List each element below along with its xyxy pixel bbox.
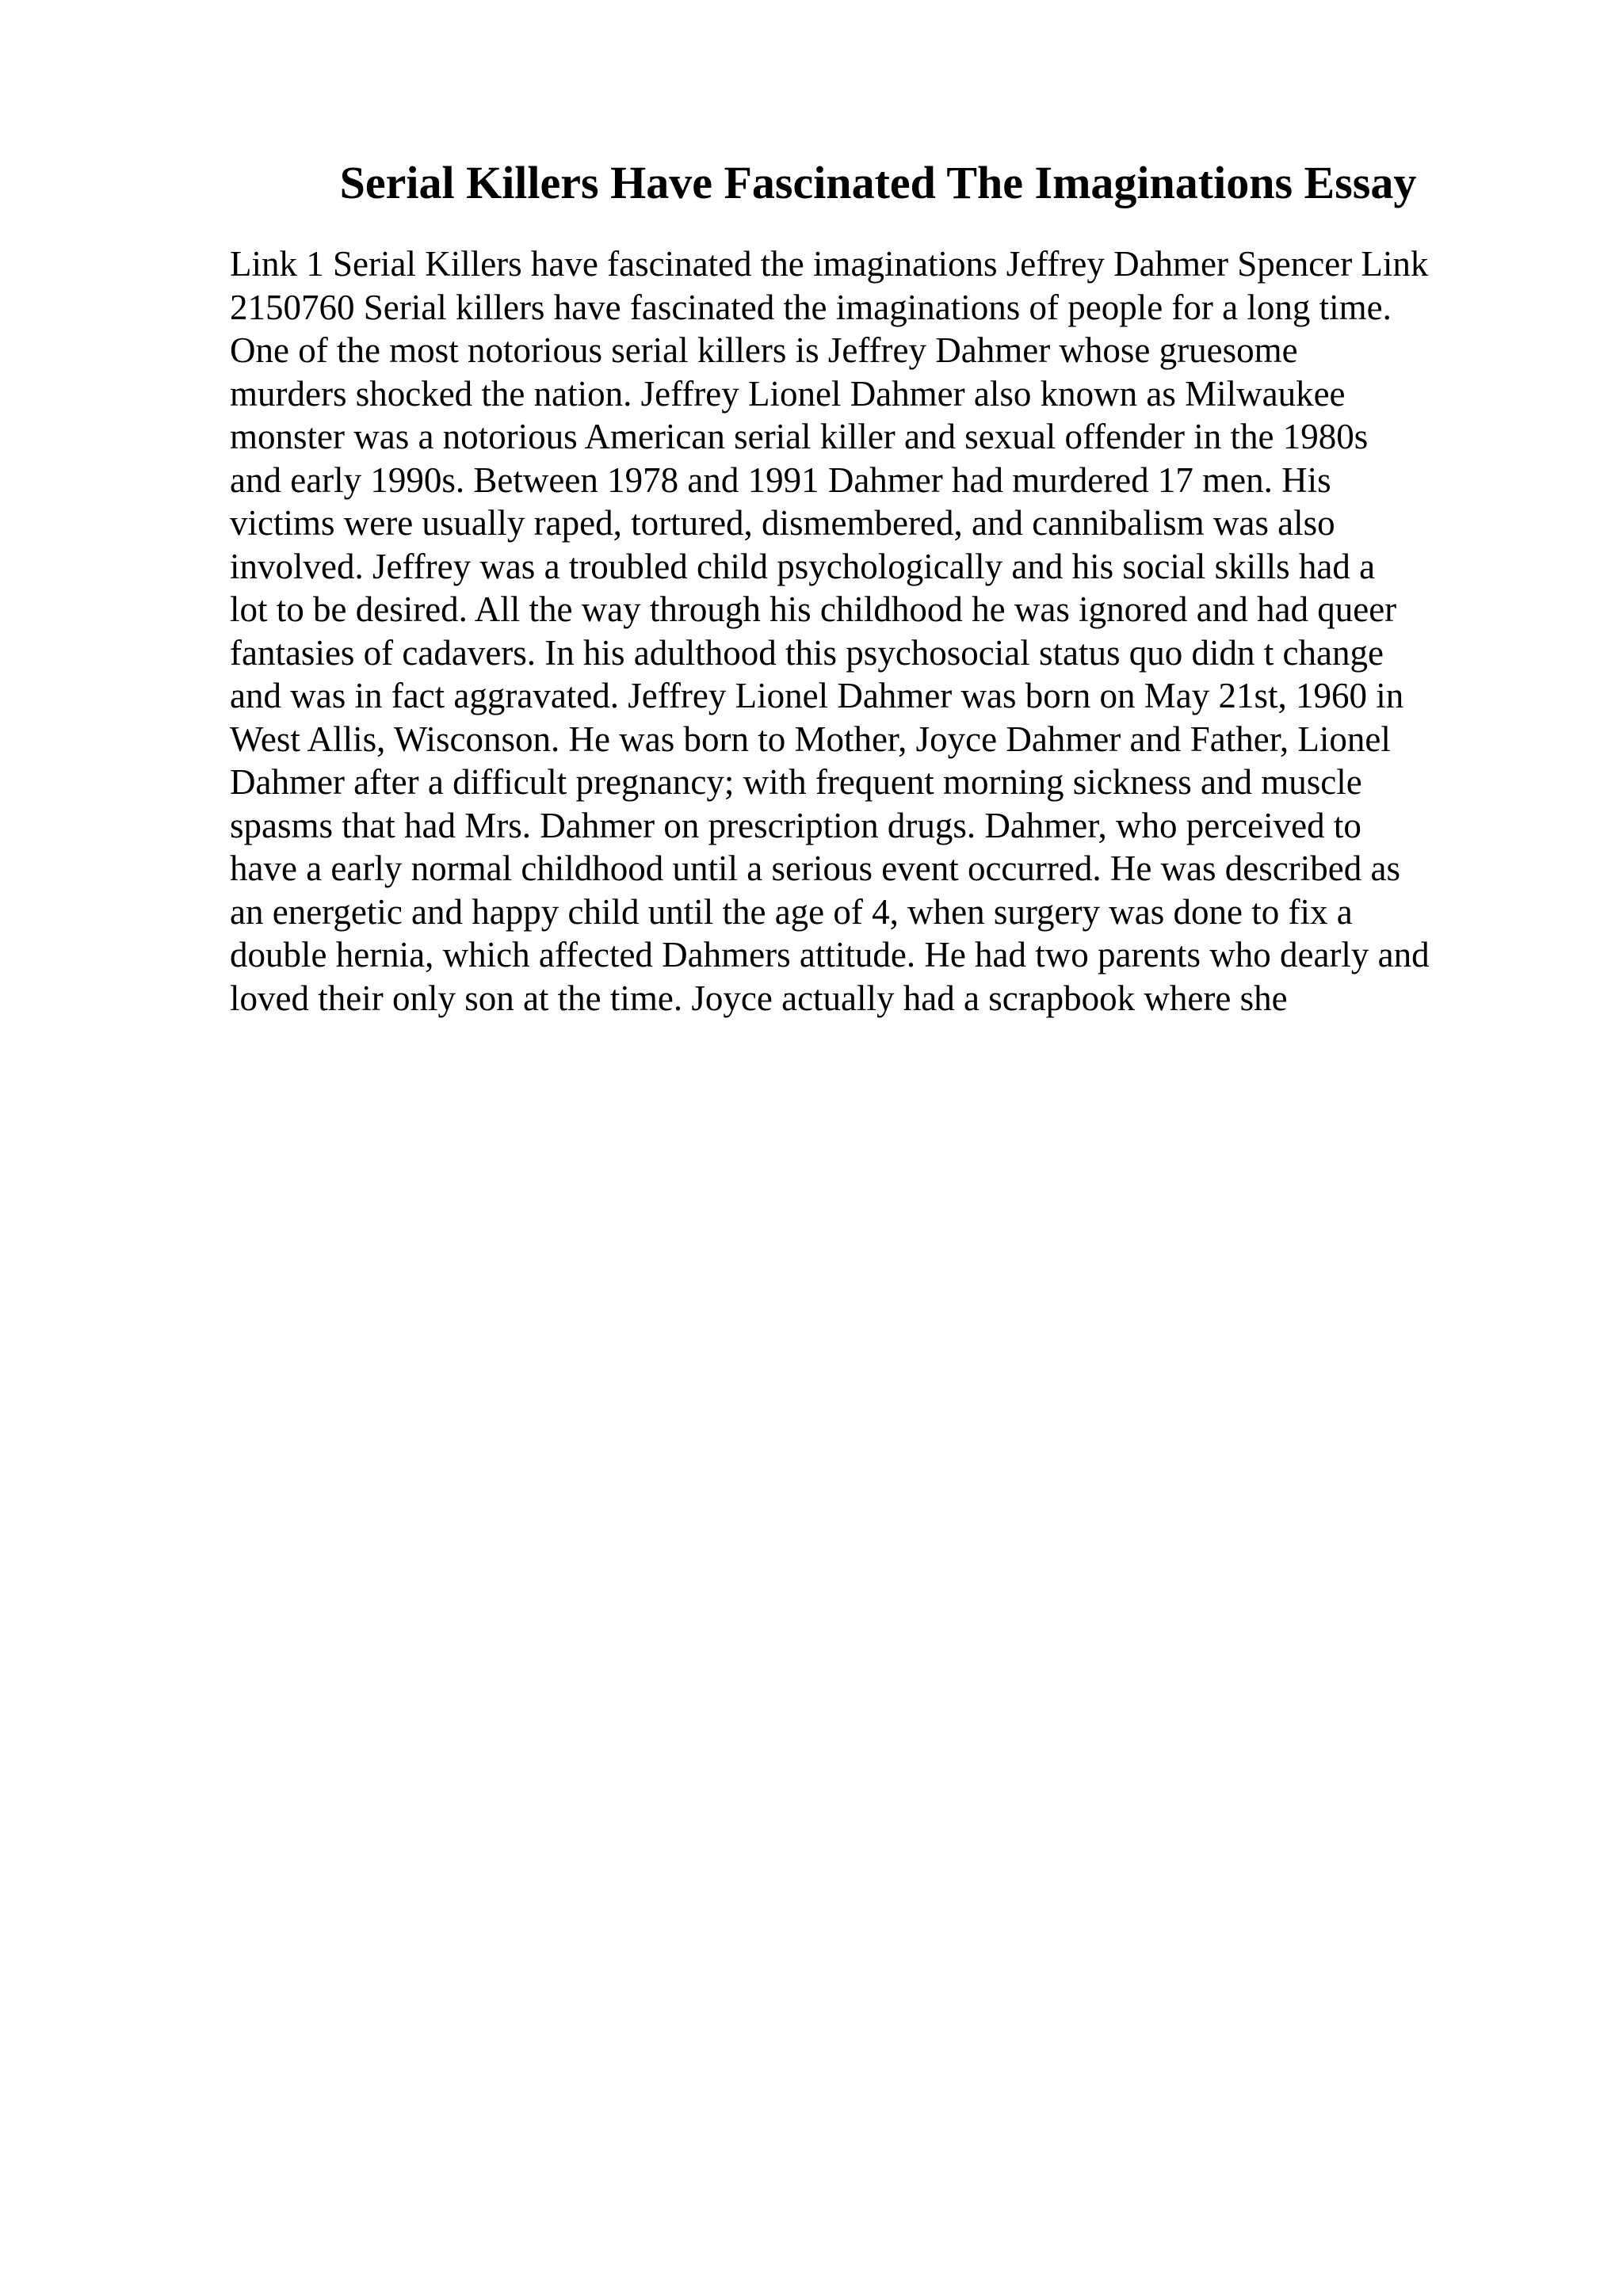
essay-line: spasms that had Mrs. Dahmer on prescription drugs. Dahmer, who perceived to bbox=[230, 805, 1361, 845]
essay-line: loved their only son at the time. Joyce actually had a scrapbook where she bbox=[230, 978, 1288, 1018]
essay-line: an energetic and happy child until the age of 4, when surgery was done to fix a bbox=[230, 891, 1353, 932]
essay-line: 2150760 Serial killers have fascinated the imaginations of people for a long time. bbox=[230, 287, 1392, 327]
essay-line: victims were usually raped, tortured, dismembered, and cannibalism was also bbox=[230, 503, 1335, 543]
essay-line: fantasies of cadavers. In his adulthood this psychosocial status quo didn t change bbox=[230, 632, 1384, 673]
essay-body bbox=[230, 242, 1498, 1020]
essay-line: murders shocked the nation. Jeffrey Lionel Dahmer also known as Milwaukee bbox=[230, 373, 1346, 414]
essay-line: and was in fact aggravated. Jeffrey Lionel Dahmer was born on May 21st, 1960 in bbox=[230, 676, 1404, 715]
document-title: Serial Killers Have Fascinated The Imaginations Essay bbox=[339, 157, 1417, 208]
essay-line: double hernia, which affected Dahmers attitude. He had two parents who dearly and bbox=[230, 935, 1430, 974]
essay-line: and early 1990s. Between 1978 and 1991 Dahmer had murdered 17 men. His bbox=[230, 460, 1331, 500]
essay-line: monster was a notorious American serial killer and sexual offender in the 1980s bbox=[230, 417, 1369, 456]
essay-line: Link 1 Serial Killers have fascinated the imaginations Jeffrey Dahmer Spencer Link bbox=[230, 244, 1429, 284]
essay-line: involved. Jeffrey was a troubled child psychologically and his social skills had a bbox=[230, 546, 1376, 586]
essay-line: One of the most notorious serial killers is Jeffrey Dahmer whose gruesome bbox=[230, 330, 1298, 370]
essay-line: lot to be desired. All the way through his childhood he was ignored and had queer bbox=[230, 589, 1397, 629]
essay-line: have a early normal childhood until a serious event occurred. He was described as bbox=[230, 849, 1400, 888]
essay-line: West Allis, Wisconson. He was born to Mother, Joyce Dahmer and Father, Lionel bbox=[230, 719, 1391, 759]
essay-line: Dahmer after a difficult pregnancy; with frequent morning sickness and muscle bbox=[230, 762, 1362, 802]
